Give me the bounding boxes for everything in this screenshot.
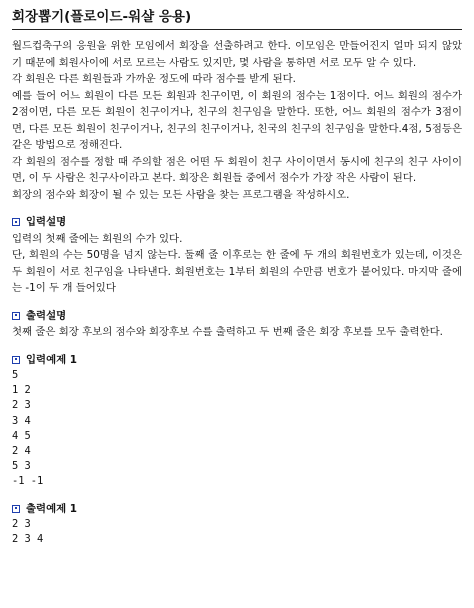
output-example-heading — [12, 501, 462, 518]
output-description: 첫째 줄은 회장 후보의 점수와 회장후보 수를 출력하고 두 번째 줄은 회장 후보를 모두 출력한다. — [12, 326, 443, 338]
input-example-title: 입력예제 1 — [26, 353, 77, 366]
output-section-heading — [12, 308, 462, 325]
input-example-heading — [12, 352, 462, 369]
input-section-heading — [12, 214, 462, 231]
page-title: 회장뽑기(플로이드-워샬 응용) — [12, 9, 192, 25]
input-description: 입력의 첫째 줄에는 회원의 수가 있다. — [12, 232, 183, 245]
description-paragraph: 예를 들어 어느 회원이 다른 모든 회원과 친구이면, 이 회원의 점수는 1점이다. 어느 회원의 점수가 2점이면, 다른 모든 회원이 친구이거나, 친구의 친구임을 말한다. 또한, 어느 회원의 점수가 3점이면, 다른 모든 회원이 친구이거나, 친구의 친구이거나, 친국의 친구의 친구임을 말한다.4점, 5점등은 같은 방법으로 정해진다. — [12, 89, 466, 151]
square-bullet-icon — [12, 218, 20, 226]
output-example-title: 출력예제 1 — [26, 502, 77, 515]
description-paragraph: 각 회원의 점수를 정할 때 주의할 점은 어떤 두 회원이 친구 사이이면서 동시에 친구의 친구 사이이면, 이 두 사람은 친구사이라고 본다. 회장은 회원들 중에서 점수가 가장 작은 사람이 된다. — [12, 155, 462, 184]
square-bullet-icon — [12, 356, 20, 364]
square-bullet-icon — [12, 312, 20, 320]
square-bullet-icon — [12, 505, 20, 513]
input-description: 단, 회원의 수는 50명을 넘지 않는다. 둘째 줄 이후로는 한 줄에 두 개의 회원번호가 있는데, 이것은 두 회원이 서로 친구임을 나타낸다. 회원번호는 1부터 회원의 수만큼 번호가 붙어있다. 마지막 줄에는 -1이 두 개 들어있다 — [12, 249, 466, 294]
description-paragraph: 각 회원은 다른 회원들과 가까운 정도에 따라 점수를 받게 된다. — [12, 73, 296, 85]
output-example-block: 2 3 2 3 4 — [12, 518, 44, 546]
input-section-title: 입력설명 — [26, 216, 67, 228]
output-section-title: 출력설명 — [26, 309, 67, 322]
description-paragraph: 회장의 점수와 회장이 될 수 있는 모든 사람을 찾는 프로그램을 작성하시오. — [12, 188, 350, 201]
description-paragraph: 월드컵축구의 응원을 위한 모임에서 회장을 선출하려고 한다. 이모임은 만들어진지 얼마 되지 않았기 때문에 회원사이에 서로 모르는 사람도 있지만, 몇 사람을 통하면 서로 모두 알 수 있다. — [12, 40, 462, 69]
title-divider — [12, 29, 462, 30]
input-example-block: 5 1 2 2 3 3 4 4 5 2 4 5 3 -1 -1 — [12, 369, 44, 488]
